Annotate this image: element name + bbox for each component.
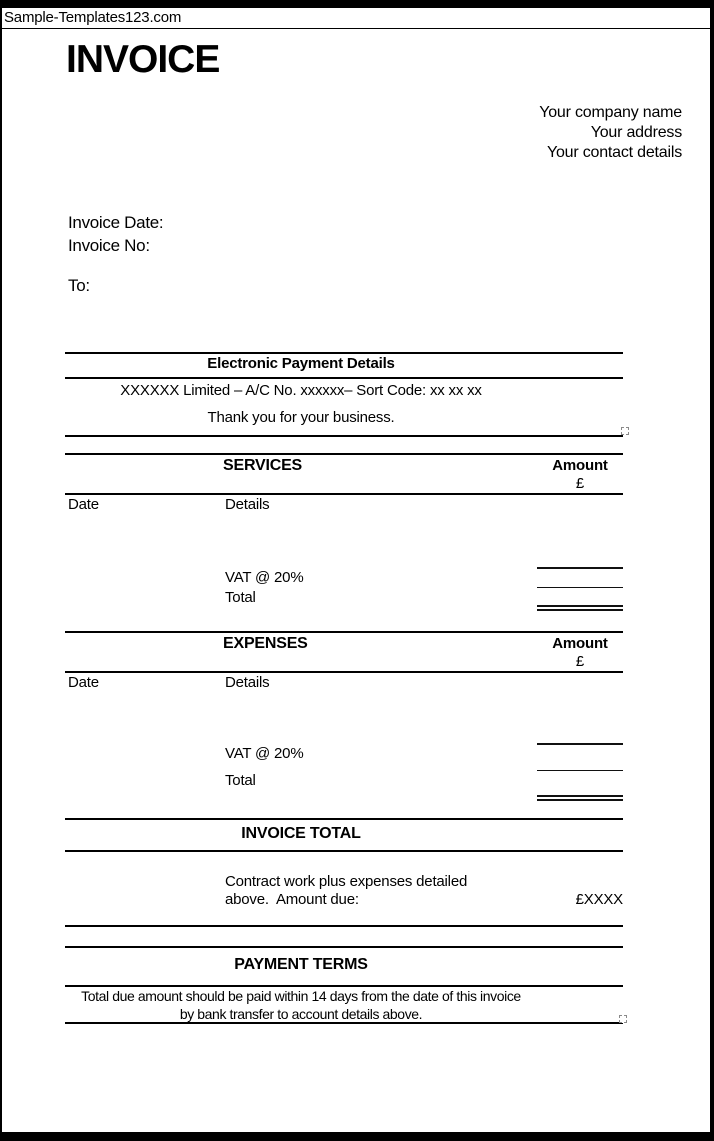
thank-you-line: Thank you for your business. (207, 409, 395, 426)
invoice-total-heading: INVOICE TOTAL (241, 825, 361, 842)
services-details-header: Details (225, 496, 270, 513)
expenses-currency-symbol: £ (575, 653, 585, 670)
services-total-label: Total (225, 589, 256, 606)
page-title: INVOICE (66, 38, 220, 81)
invoice-date-label: Invoice Date: (68, 213, 164, 232)
divider (65, 435, 623, 437)
payment-details-heading: Electronic Payment Details (207, 355, 395, 372)
company-contact: Your contact details (546, 144, 682, 161)
divider (65, 946, 623, 948)
amount-total-double-line (537, 795, 623, 801)
payment-terms-body-line2: by bank transfer to account details above. (179, 1006, 423, 1022)
divider (65, 493, 623, 495)
amount-entry-line (537, 770, 623, 771)
invoice-total-description-line1: Contract work plus expenses detailed (225, 873, 468, 890)
bill-to-label: To: (68, 276, 90, 295)
payment-terms-body-line1: Total due amount should be paid within 14 days from the date of this invoice (81, 988, 521, 1004)
amount-total-double-line (537, 605, 623, 611)
payment-account-line: XXXXXX Limited – A/C No. xxxxxx– Sort Code: xx xx xx (120, 382, 482, 399)
services-heading: SERVICES (223, 457, 303, 474)
invoice-total-description-line2: above. Amount due: (225, 891, 359, 908)
company-name: Your company name (539, 104, 682, 121)
amount-entry-line (537, 743, 623, 745)
expenses-amount-header: Amount (552, 635, 608, 652)
anchor-marker-icon (621, 427, 629, 435)
company-block (539, 103, 682, 163)
services-vat-label: VAT @ 20% (225, 569, 304, 586)
invoice-no-label: Invoice No: (68, 236, 150, 255)
invoice-total-amount-value: £XXXX (575, 891, 623, 908)
divider (65, 671, 623, 673)
divider (65, 850, 623, 852)
divider (65, 453, 623, 455)
divider (2, 28, 710, 29)
divider (65, 377, 623, 379)
expenses-date-header: Date (68, 674, 99, 691)
expenses-details-header: Details (225, 674, 270, 691)
watermark-text: Sample-Templates123.com (4, 9, 182, 26)
divider (65, 925, 623, 927)
amount-entry-line (537, 587, 623, 588)
divider (65, 1022, 623, 1024)
services-amount-header: Amount (552, 457, 608, 474)
divider (65, 818, 623, 820)
expenses-total-label: Total (225, 772, 256, 789)
anchor-marker-icon (619, 1015, 627, 1023)
expenses-heading: EXPENSES (223, 635, 308, 652)
services-currency-symbol: £ (575, 475, 585, 492)
company-address: Your address (590, 124, 682, 141)
services-date-header: Date (68, 496, 99, 513)
amount-entry-line (537, 567, 623, 569)
payment-terms-heading: PAYMENT TERMS (234, 956, 368, 973)
divider (65, 631, 623, 633)
expenses-vat-label: VAT @ 20% (225, 745, 304, 762)
divider (65, 352, 623, 354)
divider (65, 985, 623, 987)
